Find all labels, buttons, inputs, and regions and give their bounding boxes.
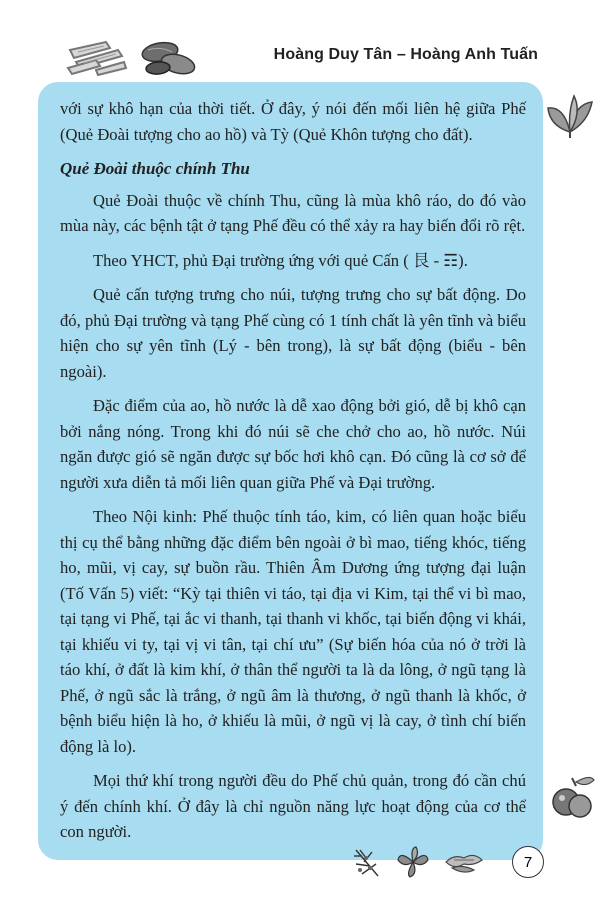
paragraph: Quẻ Đoài thuộc về chính Thu, cũng là mùa khô ráo, do đó vào mùa này, các bệnh tật ở tạng Phế đều có thể xảy ra hay biến đổi rõ rệt. — [60, 190, 526, 235]
licorice-slices-icon — [66, 36, 128, 76]
paragraph-continued: với sự khô hạn của thời tiết. Ở đây, ý nói đến mối liên hệ giữa Phế (Quẻ Đoài tượng cho ao hồ) và Tỳ (Quẻ Khôn tượng cho đất). — [60, 99, 526, 144]
dried-herb-icon — [352, 846, 382, 880]
paragraph: Đặc điểm của ao, hồ nước là dễ xao động bởi gió, dễ bị khô cạn bởi nắng nóng. Trong khi đó núi sẽ che chở cho ao, hồ nước. Núi ngăn được gió sẽ ngăn được sự bốc hơi khô cạn. Đó cũng là cơ sở để người xưa diễn tả mối liên quan giữa Phế và Đại trường. — [60, 396, 526, 492]
paragraph: Theo Nội kinh: Phế thuộc tính táo, kim, có liên quan hoặc biểu thị cụ thể bằng những đặc điểm bên ngoài ở bì mao, tiếng khóc, tiếng ho, mũi, vị cay, sự buồn rầu. Thiên Âm Dương ứng tượng đại luận (Tố Vấn 5) viết: “Kỳ tại thiên vi táo, tại địa vi Kim, tại thể vi bì mao, tại tạng vi Phế, tại ắc vi thanh, tại thanh vi khốc, tại biến động vi khái, tại khiếu vi ty, tại vị vi tân, tại chí ưu” (Sự biến hóa của nó ở trời là táo khí, ở đất là kim khí, ở thân thể người ta là da lông, ở ngũ tạng là Phế, ở ngũ sắc là trắng, ở ngũ âm là thương, ở ngũ thanh là khốc, ở bệnh biểu hiện là ho, ở khiếu là mũi, ở ngũ vị là cay, ở tình chí biến động là lo). — [60, 507, 526, 756]
body-text — [60, 96, 526, 854]
page-number: 7 — [512, 846, 544, 878]
header-author: Hoàng Duy Tân – Hoàng Anh Tuấn — [273, 46, 538, 63]
root-slices-icon — [444, 848, 484, 876]
leaf-icon — [396, 846, 430, 878]
mint-leaves-icon — [544, 92, 596, 138]
section-heading: Quẻ Đoài thuộc chính Thu — [60, 159, 250, 178]
almond-seeds-icon — [140, 38, 200, 78]
paragraph: Quẻ cấn tượng trưng cho núi, tượng trưng cho sự bất động. Do đó, phủ Đại trường và tạng Phế cùng có 1 tính chất là yên tĩnh và biểu hiện cho sự yên tĩnh (Lý - bên trong), là sự bất động (biểu - bên ngoài). — [60, 285, 526, 381]
fruit-branch-icon — [546, 772, 598, 820]
paragraph: Theo YHCT, phủ Đại trường ứng với quẻ Cấn ( 艮 - ☶). — [93, 250, 468, 270]
paragraph: Mọi thứ khí trong người đều do Phế chủ quản, trong đó cần chú ý đến chính khí. Ở đây là chỉ nguồn năng lực hoạt động của cơ thể con người. — [60, 771, 526, 841]
